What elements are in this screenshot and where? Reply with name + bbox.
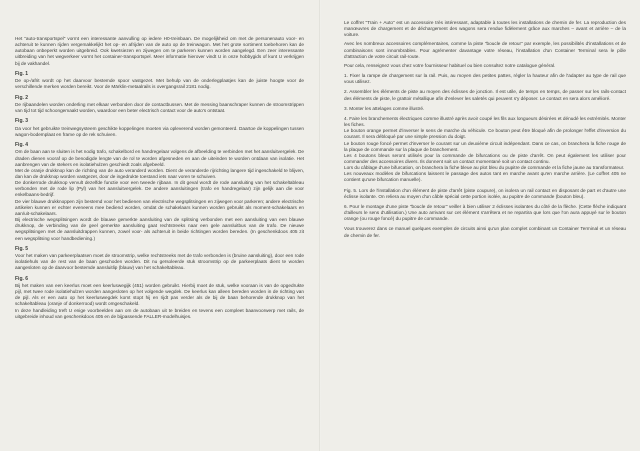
french-step-6: 6. Pour le montage d'une piste "boucle de retour" veiller à bien utiliser 2 éclisses isolantes du côté de la flèche. (Cette flèche indiquant d'ailleurs le sens d'utilisation.) Une auto arrivant sur cet élément s'arrêtera et ne repartira que lors que l'on aura appuyé sur le bouton orange (ou rouge foncé) du pupitre de commande. (344, 203, 626, 222)
dutch-intro-paragraph: Het "auto-transportspel" vormt een interessante aanvulling op iedere H0-treinbaan. De mogelijkheid om met de personenauto voor- en achteruit te kunnen rijden vergemakkelijkt het op- en afrijden van de auto op de treinwagon. Met het grote sortiment toebehoren kan de autobaan onbeperkt worden uitgebreid. Ook kwetsiezen en zijwegen om te parkeren kunnen worden aangelegd. Een zeer interessante uitbreiding van het wegverkeer vormt het container-transportspel. Meer informatie hierover vindt U in onze hobbygids of kunt U verkrijgen bij de vakhandel. (15, 36, 304, 66)
french-intro-paragraph: Le coffret "Train + Auto" est un accessoire très intéressant, adaptable à toutes les installations de chemin de fer. La reproduction des manœuvres de chargement et de déchargement des wagons sera rendue fidèlement grâce aux marches – avant et arrière – de la voiture. (344, 20, 626, 38)
fig3-text: Da voor het gebruikte treinwegsysteem geschikte koppelingen moeten via opleverend worden gemonteerd. Daartoe de koppelingen tussen wagon-bodemplaat en frame op de rek schuiven. (15, 125, 304, 137)
french-catalogue-paragraph: Pour cela, renseignez vous chez votre fournisseur habituel ou bien consultez notre catalogue général. (344, 62, 556, 68)
fig4-heading: Fig. 4 (15, 141, 29, 148)
fig6-heading: Fig. 6 (15, 275, 29, 282)
french-step-4: 4. Faire les branchements électriques comme illustré après avoir coupé les fils aux longueurs désirées et dénudé les extrémités. Monter les fiches. Le bouton orange permet d'inverser le sens de marche du véhicule. Ce bouton peut être bloqué afin de prolonger l'effet d'inversion du courant. Il sera débloqué par une simple pression du doigt. Le bouton rouge foncé permet d'inverser le courant sur un deuxième circuit indépendant. Dans ce cas, on branchera la fiche rouge de la plaque de commande sur la plaque de branchement. Les 4 boutons bleus seront utilisés pour la commande de bifurcations ou de piste d'arrêt. On peut également les utiliser pour commander des accessoires divers. Ils donnent soit un contact momentané soit un contact continu. Lors du câblage d'une bifurcation, on branchera la fiche bleue au plot bleu du pupitre de commande et la fiche jaune au transformateur. Les nouveaux modèles de bifurcations laissent le passage des autos tant en marche avant qu'en marche arrière. (Le coffret 405 ne contient qu'une bifurcation manuelle). (344, 115, 626, 183)
fig6-text: Bij het maken van een keerlus moet een keerluswegijk (451) worden gebruikt. Hierbij moet de stuk, welke vooraan is van de opgedrukte pijl, met twee rode isolatiehulzen worden aangesloten op het volgende wegdek. De keerlus kan alleen bereden worden in de richting van de pijl. Als er een auto op het keerluswegdek komt stopt hij en rijdt pas verder als de bij de baan behorende drukknop van het schakeltableau (oranje of donkerrood) wordt omgeschakeld. In deze handleiding treft U enige voorbeelden aan om de autobaan uit te breiden en tevens een compleet baanvoorwerp met rails, de uitgebreide inhoud van geschenkdoos 405 en de bijpassende FALLER-modelhuisjes. (15, 282, 304, 319)
french-instructions-page (320, 0, 640, 451)
french-step-3: 3. Monter les attelages comme illustré. (344, 105, 425, 111)
fig5-text: Voor het maken van parkeerplaatsen moet de stroomstrip, welke rechtstreeks met de trafo verbonden is (bruine aansluiting), door een rode isolatiehuls van de rest van de baan geschoden worden. Dit nu geïsoleerde stuk stroomstrip op de parkeerplaats dient te worden aangesloten op de daarvoor bestemde aansluitlip (blauw) van het schakeltableau. (15, 253, 304, 271)
fig5-heading: Fig. 5 (15, 245, 29, 252)
french-step-1: 1. Fixer la rampe de chargement sur la rail. Puis, au moyen des petites pattes, régler la hauteur afin de l'adapter au type de rail que vous utilisez. (344, 73, 626, 85)
fig1-text: De op-/afrit wordt op het daarvoor bestemde spoor vastgezet. Met behulp van de onderlegplaatjes kan de juiste hoogte voor de verschillende merken worden bereikt. Voor de Märklin-metaalrails is overgangsrail 2181 nodig. (15, 78, 304, 90)
fig1-heading: Fig. 1 (15, 70, 29, 77)
fig4-text: Om de baan aan te sluiten is het nodig trafo, schakelbord en handregelaar volgens de afbeelding te verbinden met het aansluitvergelek. De draden dienen vooraf op de benodigde lengte van de rol te worden afgesneden en aan de uiteinden te worden ontdaan van isolatie. Het aanbrengen van de stekers en isolatiehulzen geschiedt zoals afgebeeld. Met de oranje drukknop kan de richting van de auto veranderd worden. Dient de veranderde rijrichting langere tijd ingeschakeld te blijven, dan kan de drukknop worden vastgezet, door de ingedrukte toestand iets naar voren te schuiven. De donkerrode drukknop vervult dezelfde functie voor een tweede rijbaan. In dit geval wordt de rode aansluiting van het schakeltableau verbonden met de rode lip (Pyl) van het aansluitvergelek. De andere aansluitingen (trafo en handregelaar) zijn gelijk aan die voor enkelbaans-bedrijf. De vier blauwe drukknoppen zijn bestemd voor het bedienen van electrische wegsplitsingen en zijwegen voor parkeren; andere electrische artikelen kunnen er echter eveneens mee bediend worden, omdat de schakelaars kunnen worden gebruikt als moment-schakelaars en aan/uit-schakelaars. Bij electrische wegsplitsingen wordt de blauwe gemerkte aansluiting van de splitsing verbonden met een aansluiting van een blauwe drukknop, de verbinding van de geel gemerkte aansluiting gaat rechtstreeks naar een gele aansluitbus van de trafo. De nieuwe wegsplitsingen met de aansluitdrappen kunnen, zowel voor- als achteruit in beide richtingen worden bereden. (In geschenkdoos 405 zit een wegsplitsing voor handbediening.) (15, 149, 304, 241)
fig2-text: De rijbaandelen worden onderling met elkaar verbonden door de contactbussen. Met de messing baanschraper kunnen de stroomstrippen van tijd tot tijd schoongemaakt worden, waardoor een beter electrisch contact voor de auto's ontstaat. (15, 101, 304, 114)
french-closing-paragraph: Vous trouverez dans ce manuel quelques exemples de circuits ainsi qu'un plan complet combinant un Container Terminal et un réseau de chemin de fer. (344, 226, 626, 238)
fig3-heading: Fig. 3 (15, 118, 29, 125)
french-step-5: Fig. 5. Lors de l'installation d'un élément de piste d'arrêt (piste coupure), on isolera un rail contact en disposant de part et d'autre une éclisse isolante. On reliera au moyen d'un câble spécial cette portion isolée, au pupitre de commande (bouton bleu). (344, 187, 626, 199)
french-step-2: 2. Assembler les éléments de piste au moyen des éclisses de jonction. Il est utile, de temps en temps, de passer sur les rails-contact des éléments de piste, le grattoir métallique afin d'enlever les saletés qui peuvent s'y déposer. Le contact en sera alors amélioré. (344, 89, 626, 101)
fig2-heading: Fig. 2 (15, 94, 29, 101)
french-accessories-paragraph: Avec les nombreux accessoires complémentaires, comme la piste "boucle de retour" par exemple, les possibilités d'installations et de combinaisons sont innombrables. Pour agrémenter davantage votre réseau, l'installation d'un Container Terminal sera le pôle d'attraction de votre circuit rail-route. (344, 41, 626, 59)
